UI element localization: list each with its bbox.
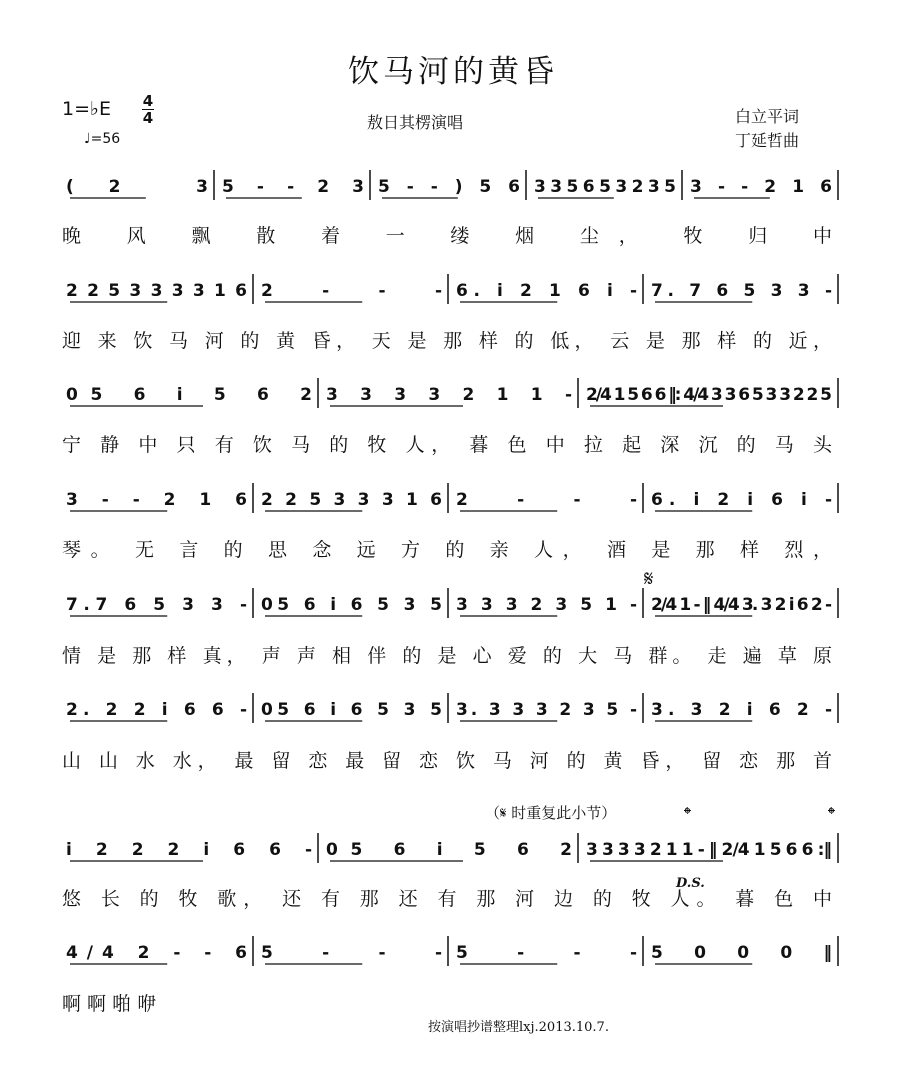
measure-notes: 2. 2 2 i 6 6 - [66, 700, 247, 720]
measure-notes: 5 - - 2 3 [222, 177, 364, 197]
footer-note: 按演唱抄谱整理lxj.2013.10.7. [428, 1020, 609, 1035]
song-title: 饮马河的黄昏 [348, 54, 558, 90]
lyrics-line: 山 山 水 水， 最 留 恋 最 留 恋 饮 马 河 的 黄 昏， 留 恋 那 首 [62, 750, 833, 772]
measure-notes: (2 3 [66, 177, 208, 197]
lyrics-line: 情 是 那 样 真， 声 声 相 伴 的 是 心 爱 的 大 马 群。 走 遍 草 原 [62, 645, 833, 667]
measure-notes: 05 6 i 6 5 3 5 [261, 595, 442, 615]
measure-notes: 2 - - - [261, 281, 442, 301]
measure-notes: 6. i 2 i 6 i - [651, 490, 832, 510]
segno-icon: 𝄋 [644, 567, 654, 592]
measure-notes: 05 6 i 6 5 3 5 [261, 700, 442, 720]
measure-notes: 3 3 3 3 2 1 1 - [326, 385, 572, 405]
lyrics-line: 啊 啊 啪 咿 [62, 993, 157, 1015]
time-signature: 4 4 [142, 92, 154, 127]
key-signature: 1=♭E [62, 98, 111, 120]
measure-notes: 7.7 6 5 3 3 - [66, 595, 247, 615]
lyrics-line: 悠 长 的 牧 歌， 还 有 那 还 有 那 河 边 的 牧 人。 暮 色 中 [62, 888, 832, 910]
performer-credit: 敖日其楞演唱 [367, 113, 464, 132]
measure-notes: 4/4 2 - - 6 [66, 943, 247, 963]
lyricist-credit: 白立平词 [735, 107, 800, 126]
measure-notes: i 2 2 2 i 6 6 - [66, 840, 312, 860]
measure-notes: 7. 7 6 5 3 3 - [651, 281, 832, 301]
measure-notes: 5 0 0 0 ‖ [651, 943, 832, 963]
lyrics-line: 琴。 无 言 的 思 念 远 方 的 亲 人， 酒 是 那 样 烈， [62, 539, 832, 561]
measure-notes: 5 - - ) 5 6 [378, 177, 520, 197]
measure-notes: 3 - - 2 1 6 [690, 177, 832, 197]
measure-notes: 3 3 5 6 5 3 2 3 5 [534, 177, 676, 197]
tempo-mark: ♩=56 [84, 131, 121, 147]
measure-notes: 2 - - - [456, 490, 637, 510]
measure-notes: 6. i 2 1 6 i - [456, 281, 637, 301]
measure-notes: 3 3 3 2 3 5 1 - [456, 595, 637, 615]
measure-notes: 5 - - - [456, 943, 637, 963]
coda-icon: 𝄌 [684, 802, 691, 826]
measure-notes: 2/4 1 - ‖ 4/4 3. 3 2 i 6 2 - [651, 595, 832, 615]
lyrics-line: 迎 来 饮 马 河 的 黄 昏， 天 是 那 样 的 低， 云 是 那 样 的 近， [62, 330, 832, 352]
lyrics-line: 晚 风 飘 散 着 一 缕 烟 尘， 牧 归 中 [62, 225, 832, 247]
coda-icon-end: 𝄌 [828, 802, 835, 826]
repeat-note: （𝄋 时重复此小节） [485, 804, 617, 822]
measure-notes: 2 2 5 3 3 3 3 1 6 [66, 281, 247, 301]
measure-notes: 2/4 1 5 6 6 ‖: 4/4 3 3 6 5 3 3 2 2 5 [586, 385, 832, 405]
measure-notes: 3 3 3 3 2 1 1 - ‖ 2/4 1 5 6 6 :‖ [586, 840, 832, 860]
measure-notes: 2 2 5 3 3 3 1 6 [261, 490, 442, 510]
measure-notes: 3 - - 2 1 6 [66, 490, 247, 510]
measure-notes: 5 - - - [261, 943, 442, 963]
measure-notes: 3. 3 2 i 6 2 - [651, 700, 832, 720]
measure-notes: 05 6 i 5 6 2 [326, 840, 572, 860]
measure-notes: 05 6 i 5 6 2 [66, 385, 312, 405]
lyrics-line: 宁 静 中 只 有 饮 马 的 牧 人， 暮 色 中 拉 起 深 沉 的 马 头 [62, 434, 832, 456]
measure-notes: 3. 3 3 3 2 3 5 - [456, 700, 637, 720]
composer-credit: 丁延哲曲 [735, 131, 800, 150]
ds-mark: D.S. [676, 876, 705, 891]
